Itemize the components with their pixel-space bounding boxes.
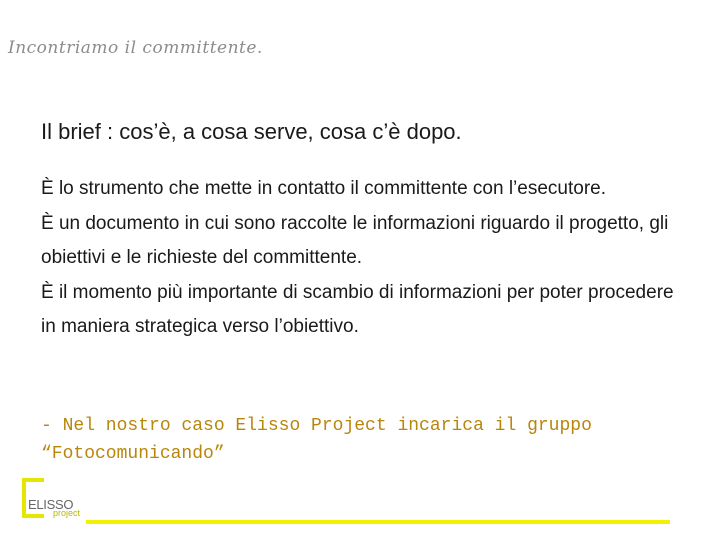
paragraph-definition: È lo strumento che mette in contatto il committente con l’esecutore. (41, 178, 606, 199)
project-note: - Nel nostro caso Elisso Project incarica il gruppo “Fotocomunicando” (41, 416, 592, 464)
footer-divider (86, 520, 670, 524)
paragraph-document: È un documento in cui sono raccolte le informazioni riguardo il progetto, gli obiettivi e le richieste del committente. (41, 212, 669, 268)
logo-subtitle: project (53, 508, 81, 518)
paragraph-moment: È il momento più importante di scambio di informazioni per poter procedere in maniera strategica verso l’obiettivo. (41, 281, 674, 337)
elisso-logo (22, 478, 88, 520)
slide-title: Il brief : cos’è, a cosa serve, cosa c’è dopo. (41, 119, 462, 144)
body-text (41, 172, 681, 345)
logo-name: ELISSO (28, 497, 74, 512)
slide-header: Incontriamo il committente. (8, 38, 263, 58)
